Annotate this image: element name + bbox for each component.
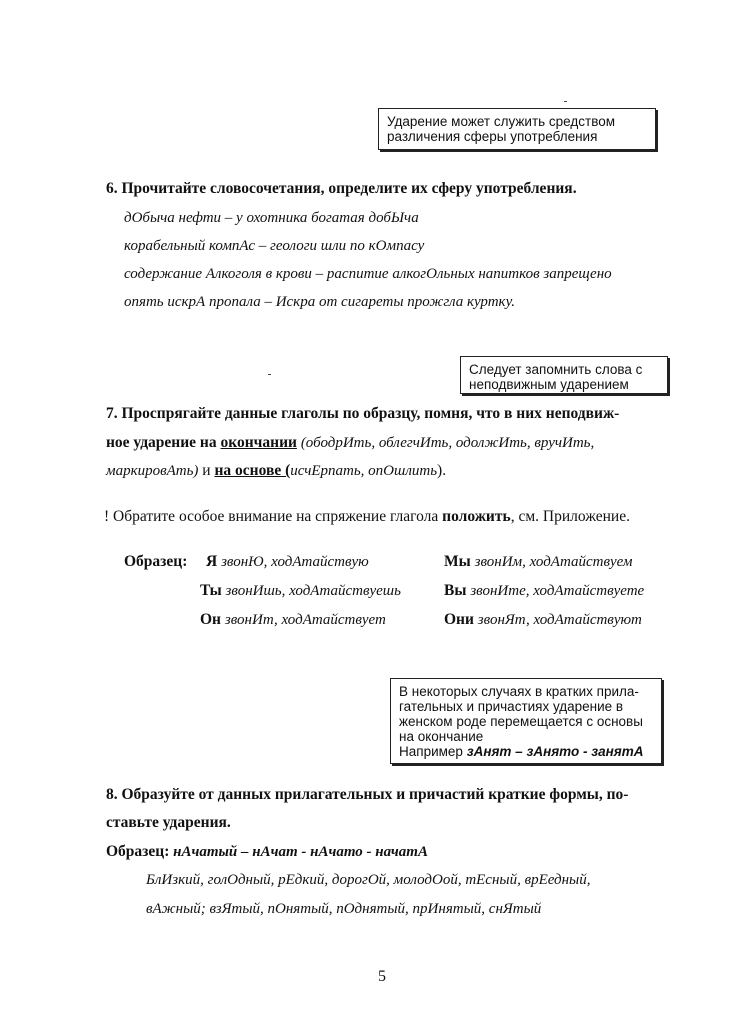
note-3-line-1: В некоторых случаях в кратких прила-	[399, 684, 639, 699]
task-7-underline-stem: на основе (	[214, 462, 291, 479]
task-6-line-4: опять искрА пропала – Искра от сигареты прожгла куртку.	[124, 294, 516, 310]
notice-prefix: ! Обратите особое внимание на спряжение глагола	[104, 508, 443, 525]
verb-forms: звонИте, ходАтайствуете	[470, 583, 645, 599]
note-1-line-2: различения сферы употребления	[387, 129, 598, 144]
task-8-line-1: 8. Образуйте от данных прилагательных и причастий краткие формы, по-	[106, 786, 629, 803]
task-7-verbs-ending: (ободрИть, облегчИть, одолжИть, вручИть,	[300, 435, 595, 451]
task-6-line-1: дОбыча нефти – у охотника богатая добЫча	[124, 210, 419, 226]
verb-forms: звонЮ, ходАтайствую	[221, 554, 369, 570]
scan-mark	[564, 101, 567, 102]
notice-suffix: , см. Приложение.	[510, 508, 630, 525]
sample-row-1-right	[444, 553, 633, 571]
task-7-line-3	[106, 462, 446, 480]
note-3-line-2: гательных и причастиях ударение в	[399, 699, 624, 714]
sample-row-1-left	[206, 553, 369, 571]
note-1-line-1: Ударение может служить средством	[387, 114, 615, 129]
task-7-line-2-prefix: ное ударение на	[106, 434, 221, 451]
task-8-words-2: вАжный; взЯтый, пОнятый, пОднятый, прИнятый, снЯтый	[146, 901, 542, 917]
notice-line	[104, 508, 630, 526]
note-3-line-4: на окончание	[399, 729, 484, 744]
task-7-underline-ending: окончании	[220, 434, 297, 451]
task-6-title: Прочитайте словосочетания, определите их сферу употребления.	[121, 180, 577, 197]
pronoun: Мы	[444, 553, 471, 570]
verb-forms: звонИт, ходАтайствует	[224, 612, 386, 628]
task-7-verbs-stem: исчЕрпать, опОшлить	[290, 463, 438, 479]
note-box-1	[378, 108, 656, 150]
note-3-example-prefix: Например	[399, 744, 463, 759]
task-6-number: 6.	[106, 180, 118, 197]
task-6-heading	[106, 180, 577, 198]
pronoun: Он	[200, 611, 221, 628]
verb-forms: звонИм, ходАтайствуем	[474, 554, 633, 570]
sample-row-2-left	[200, 582, 401, 600]
task-7-line-2	[106, 434, 594, 452]
sample-row-3-right	[444, 611, 642, 629]
task-6-line-3: содержание Алкоголя в крови – распитие алкогОльных напитков запрещено	[124, 266, 612, 282]
task-7-end: ).	[437, 462, 447, 479]
task-8-sample-text: нАчатый – нАчат - нАчато - начатА	[169, 844, 428, 860]
pronoun: Вы	[444, 582, 467, 599]
task-8-line-2: ставьте ударения.	[106, 814, 231, 831]
note-3-example	[399, 744, 653, 759]
verb-forms: звонИшь, ходАтайствуешь	[225, 583, 401, 599]
pronoun: Они	[444, 611, 474, 628]
task-8-sample	[106, 843, 428, 861]
sample-row-3-left	[200, 611, 386, 629]
task-7-line-1: 7. Проспрягайте данные глаголы по образцу, помня, что в них неподвиж-	[106, 405, 620, 422]
note-2-line-1: Следует запомнить слова с	[469, 362, 643, 377]
note-box-2	[460, 356, 668, 394]
scan-mark	[268, 374, 271, 375]
task-6-line-2: корабельный компАс – геологи шли по кОмпасу	[124, 238, 425, 254]
verb-forms: звонЯт, ходАтайствуют	[477, 612, 642, 628]
task-7-and: и	[198, 462, 215, 479]
sample-row-2-right	[444, 582, 644, 600]
note-2-line-2: неподвижным ударением	[469, 377, 629, 392]
task-8-sample-label: Образец:	[106, 843, 170, 860]
pronoun: Я	[206, 553, 218, 570]
task-7-verbs-ending-cont: маркировАть)	[106, 463, 199, 479]
note-3-line-3: женском роде перемещается с основы	[399, 714, 643, 729]
task-8-words-1: БлИзкий, голОдный, рЕдкий, дорогОй, молодОой, тЕсный, врЕедный,	[146, 872, 591, 888]
pronoun: Ты	[200, 582, 222, 599]
page-number: 5	[378, 968, 386, 985]
note-3-example-words: зАнят – зАнято - занятА	[466, 744, 644, 759]
sample-label: Образец:	[124, 553, 188, 570]
notice-word: положить	[442, 508, 511, 525]
note-box-3	[390, 678, 662, 764]
